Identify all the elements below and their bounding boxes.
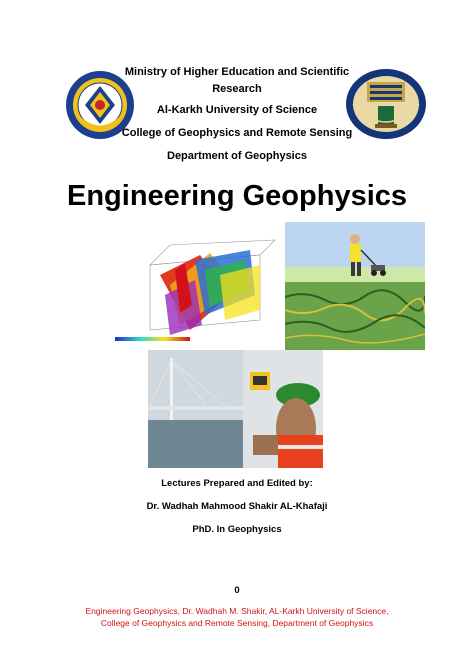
author-degree: PhD. In Geophysics — [192, 524, 282, 535]
ministry-line-1: Ministry of Higher Education and Scientific — [124, 66, 350, 78]
bridge-engineer-image — [148, 350, 323, 468]
prepared-by-label: Lectures Prepared and Edited by: — [161, 478, 313, 489]
author-name: Dr. Wadhah Mahmood Shakir AL-Khafaji — [146, 501, 328, 512]
university-name: Al-Karkh University of Science — [156, 104, 318, 116]
footer-line-2: College of Geophysics and Remote Sensing, Department of Geophysics — [100, 618, 374, 628]
college-name: College of Geophysics and Remote Sensing — [121, 127, 353, 139]
page-number: 0 — [234, 585, 240, 596]
tomography-3d-image — [110, 235, 282, 350]
department-name: Department of Geophysics — [167, 150, 307, 162]
footer-line-1: Engineering Geophysics, Dr. Wadhah M. Shakir, AL-Karkh University of Science, — [85, 606, 389, 616]
gpr-survey-image — [285, 222, 425, 350]
ministry-line-2: Research — [212, 83, 262, 95]
document-title: Engineering Geophysics — [66, 180, 408, 212]
